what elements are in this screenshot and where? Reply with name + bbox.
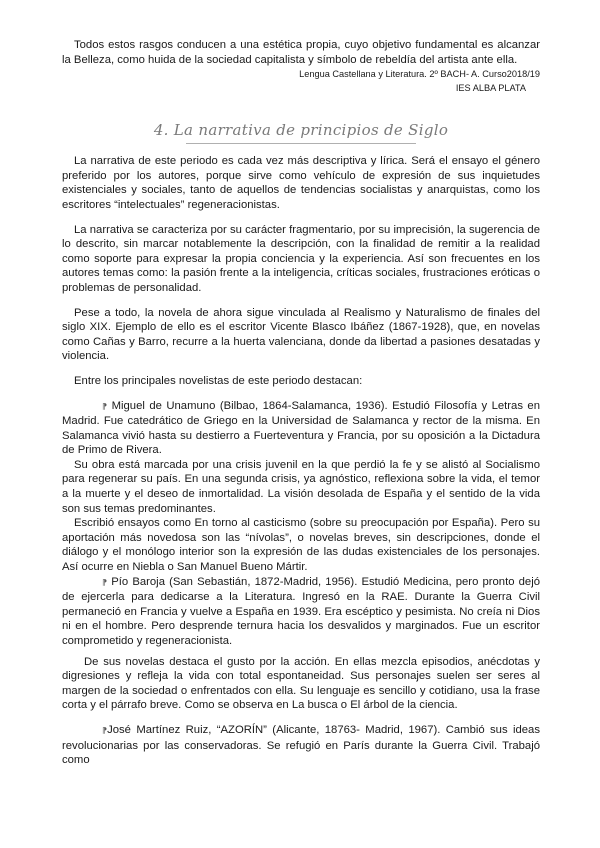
course-header: Lengua Castellana y Literatura. 2º BACH- A. Curso2018/19: [299, 69, 540, 80]
section-title: 4. La narrativa de principios de Siglo: [153, 121, 449, 140]
unamuno-bio-text: Miguel de Unamuno (Bilbao, 1864-Salamanca, 1936). Estudió Filosofía y Letras en Madrid. Fue catedrático de Griego en la Universidad de Salamanca y rector de la misma. En Salamanca vivió hasta su destierro a Fuerteventura y Francia, por su oposición a la Dictadura de Primo de Rivera.: [62, 399, 540, 457]
bullet-icon: ⁋: [102, 577, 108, 587]
baroja-bio: [62, 575, 540, 649]
bullet-icon: ⁋: [102, 725, 108, 735]
paragraph-novelistas-intro: Entre los principales novelistas de este periodo destacan:: [74, 374, 363, 387]
document-page: [62, 38, 540, 768]
azorin-bio: [62, 723, 540, 768]
paragraph-caracter-fragmentario: La narrativa se caracteriza por su carácter fragmentario, por su imprecisión, la sugerencia de lo descrito, sin marcar notablemente la descripción, con la finalidad de remitir a la realidad como soporte para expresar la propia conciencia y la experiencia. Así son frecuentes en los autores temas como: la pasión frente a la inteligencia, críticas sociales, frustraciones eróticas o problemas de personalidad.: [62, 223, 540, 294]
paragraph-narrativa-descriptiva: La narrativa de este periodo es cada vez más descriptiva y lírica. Será el ensayo el género preferido por los autores, porque sirve como vehículo de expresión de sus inquietudes existenciales y sociales, tanto de aquellos de tendencias socialistas y anarquistas, como los escritores “intelectuales” regeneracionistas.: [62, 155, 540, 211]
azorin-bio-text: José Martínez Ruiz, “AZORÍN” (Alicante, 18763- Madrid, 1967). Cambió sus ideas revolucionarias por las conservadoras. Se refugió en París durante la Guerra Civil. Trabajó como: [62, 723, 540, 767]
unamuno-obra: Su obra está marcada por una crisis juvenil en la que perdió la fe y se alistó al Socialismo para regenerar su país. En una segunda crisis, ya agnóstico, reflexiona sobre la vida, el temor a la muerte y el deseo de inmortalidad. La visión desolada de España y el sentido de la vida son sus temas predominantes.: [62, 458, 540, 515]
baroja-novelas: De sus novelas destaca el gusto por la acción. En ellas mezcla episodios, anécdotas y digresiones y refleja la vida con total espontaneidad. Sus personajes suelen ser seres al margen de la sociedad o enfrentados con ella. Su lenguaje es sencillo y cotidiano, usa la frase corta y el párrafo breve. Como se observa en La busca o El árbol de la ciencia.: [62, 655, 540, 712]
unamuno-ensayos: Escribió ensayos como En torno al casticismo (sobre su preocupación por España). Pero su aportación más novedosa son las “nívolas”, o novelas breves, sin descripciones, donde el diálogo y el monólogo interior son la expresión de las dudas existenciales de los personajes. Así ocurre en Niebla o San Manuel Bueno Mártir.: [62, 517, 540, 574]
paragraph-realismo: Pese a todo, la novela de ahora sigue vinculada al Realismo y Naturalismo de finales del siglo XIX. Ejemplo de ello es el escritor Vicente Blasco Ibáñez (1867-1928), que, en novelas como Cañas y Barro, recurre a la huerta valenciana, donde da libertad a pasiones desatadas y violencia.: [62, 306, 540, 363]
school-header: IES ALBA PLATA: [455, 83, 526, 94]
bullet-icon: ⁋: [102, 401, 108, 411]
baroja-bio-text: Pío Baroja (San Sebastián, 1872-Madrid, 1956). Estudió Medicina, pero pronto dejó de ejercerla para dedicarse a la Literatura. Ingresó en la RAE. Durante la Guerra Civil permaneció en Francia y vuelve a España en 1939. Era escéptico y pesimista. No creía ni Dios ni en el hombre. Pero desprende ternura hacia los desvalidos y marginados. Fue un escritor comprometido y regeneracionista.: [62, 575, 541, 647]
unamuno-bio: [62, 399, 540, 458]
intro-paragraph: Todos estos rasgos conducen a una estética propia, cuyo objetivo fundamental es alcanzar la Belleza, como huida de la sociedad capitalista y símbolo de rebeldía del artista ante ella.: [62, 39, 540, 66]
